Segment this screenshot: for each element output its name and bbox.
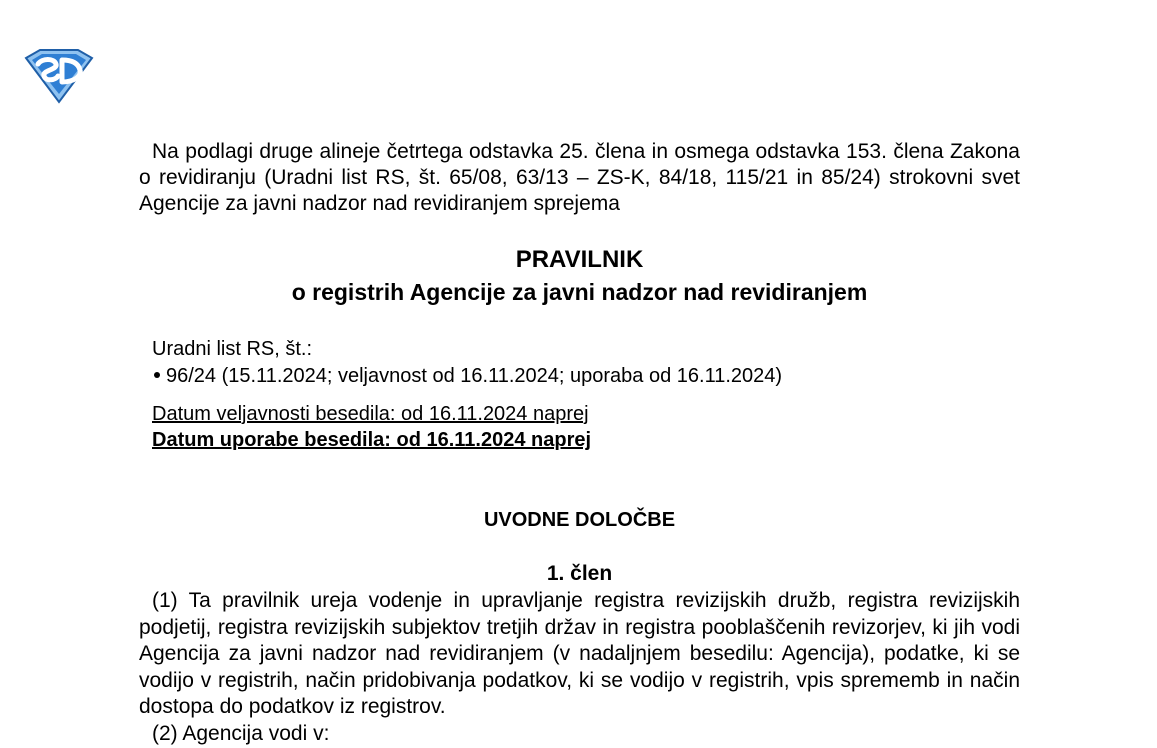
- preamble-text: Na podlagi druge alineje četrtega odstavka 25. člena in osmega odstavka 153. člena Zakona o revidiranju (Uradni list RS, št. 65/08, 63/13 – ZS-K, 84/18, 115/21 in 85/24) strokovni svet Agencije za javni nadzor nad revidiranjem sprejema: [139, 140, 1020, 215]
- bullet-icon: [154, 372, 160, 378]
- article-paragraph: (1) Ta pravilnik ureja vodenje in upravljanje registra revizijskih družb, registra revizijskih podjetij, registra revizijskih subjektov tretjih držav in registra pooblaščenih revizorjev, ki jih vodi Agencija za javni nadzor nad revidiranjem (v nadaljnjem besedilu: Agencija), podatke, ki se vodijo v registrih, način pridobivanja podatkov, ki se vodijo v registrih, vpis sprememb in način dostopa do podatkov iz registrov.: [139, 589, 1020, 718]
- usage-date-link[interactable]: Datum uporabe besedila: od 16.11.2024 naprej: [152, 429, 592, 451]
- sd-diamond-logo-icon: [22, 48, 96, 104]
- document-subtitle: o registrih Agencije za javni nadzor nad revidiranjem: [291, 279, 868, 305]
- gazette-label: Uradni list RS, št.:: [152, 338, 313, 360]
- section-heading: UVODNE DOLOČBE: [483, 509, 676, 531]
- document-title: PRAVILNIK: [515, 246, 644, 273]
- article-paragraph: (2) Agencija vodi v:: [152, 722, 330, 745]
- validity-date-link[interactable]: Datum veljavnosti besedila: od 16.11.2024 naprej: [152, 403, 589, 425]
- article-heading: 1. člen: [546, 562, 613, 585]
- gazette-item: [152, 363, 782, 389]
- gazette-item-text: 96/24 (15.11.2024; veljavnost od 16.11.2024; uporaba od 16.11.2024): [166, 365, 783, 387]
